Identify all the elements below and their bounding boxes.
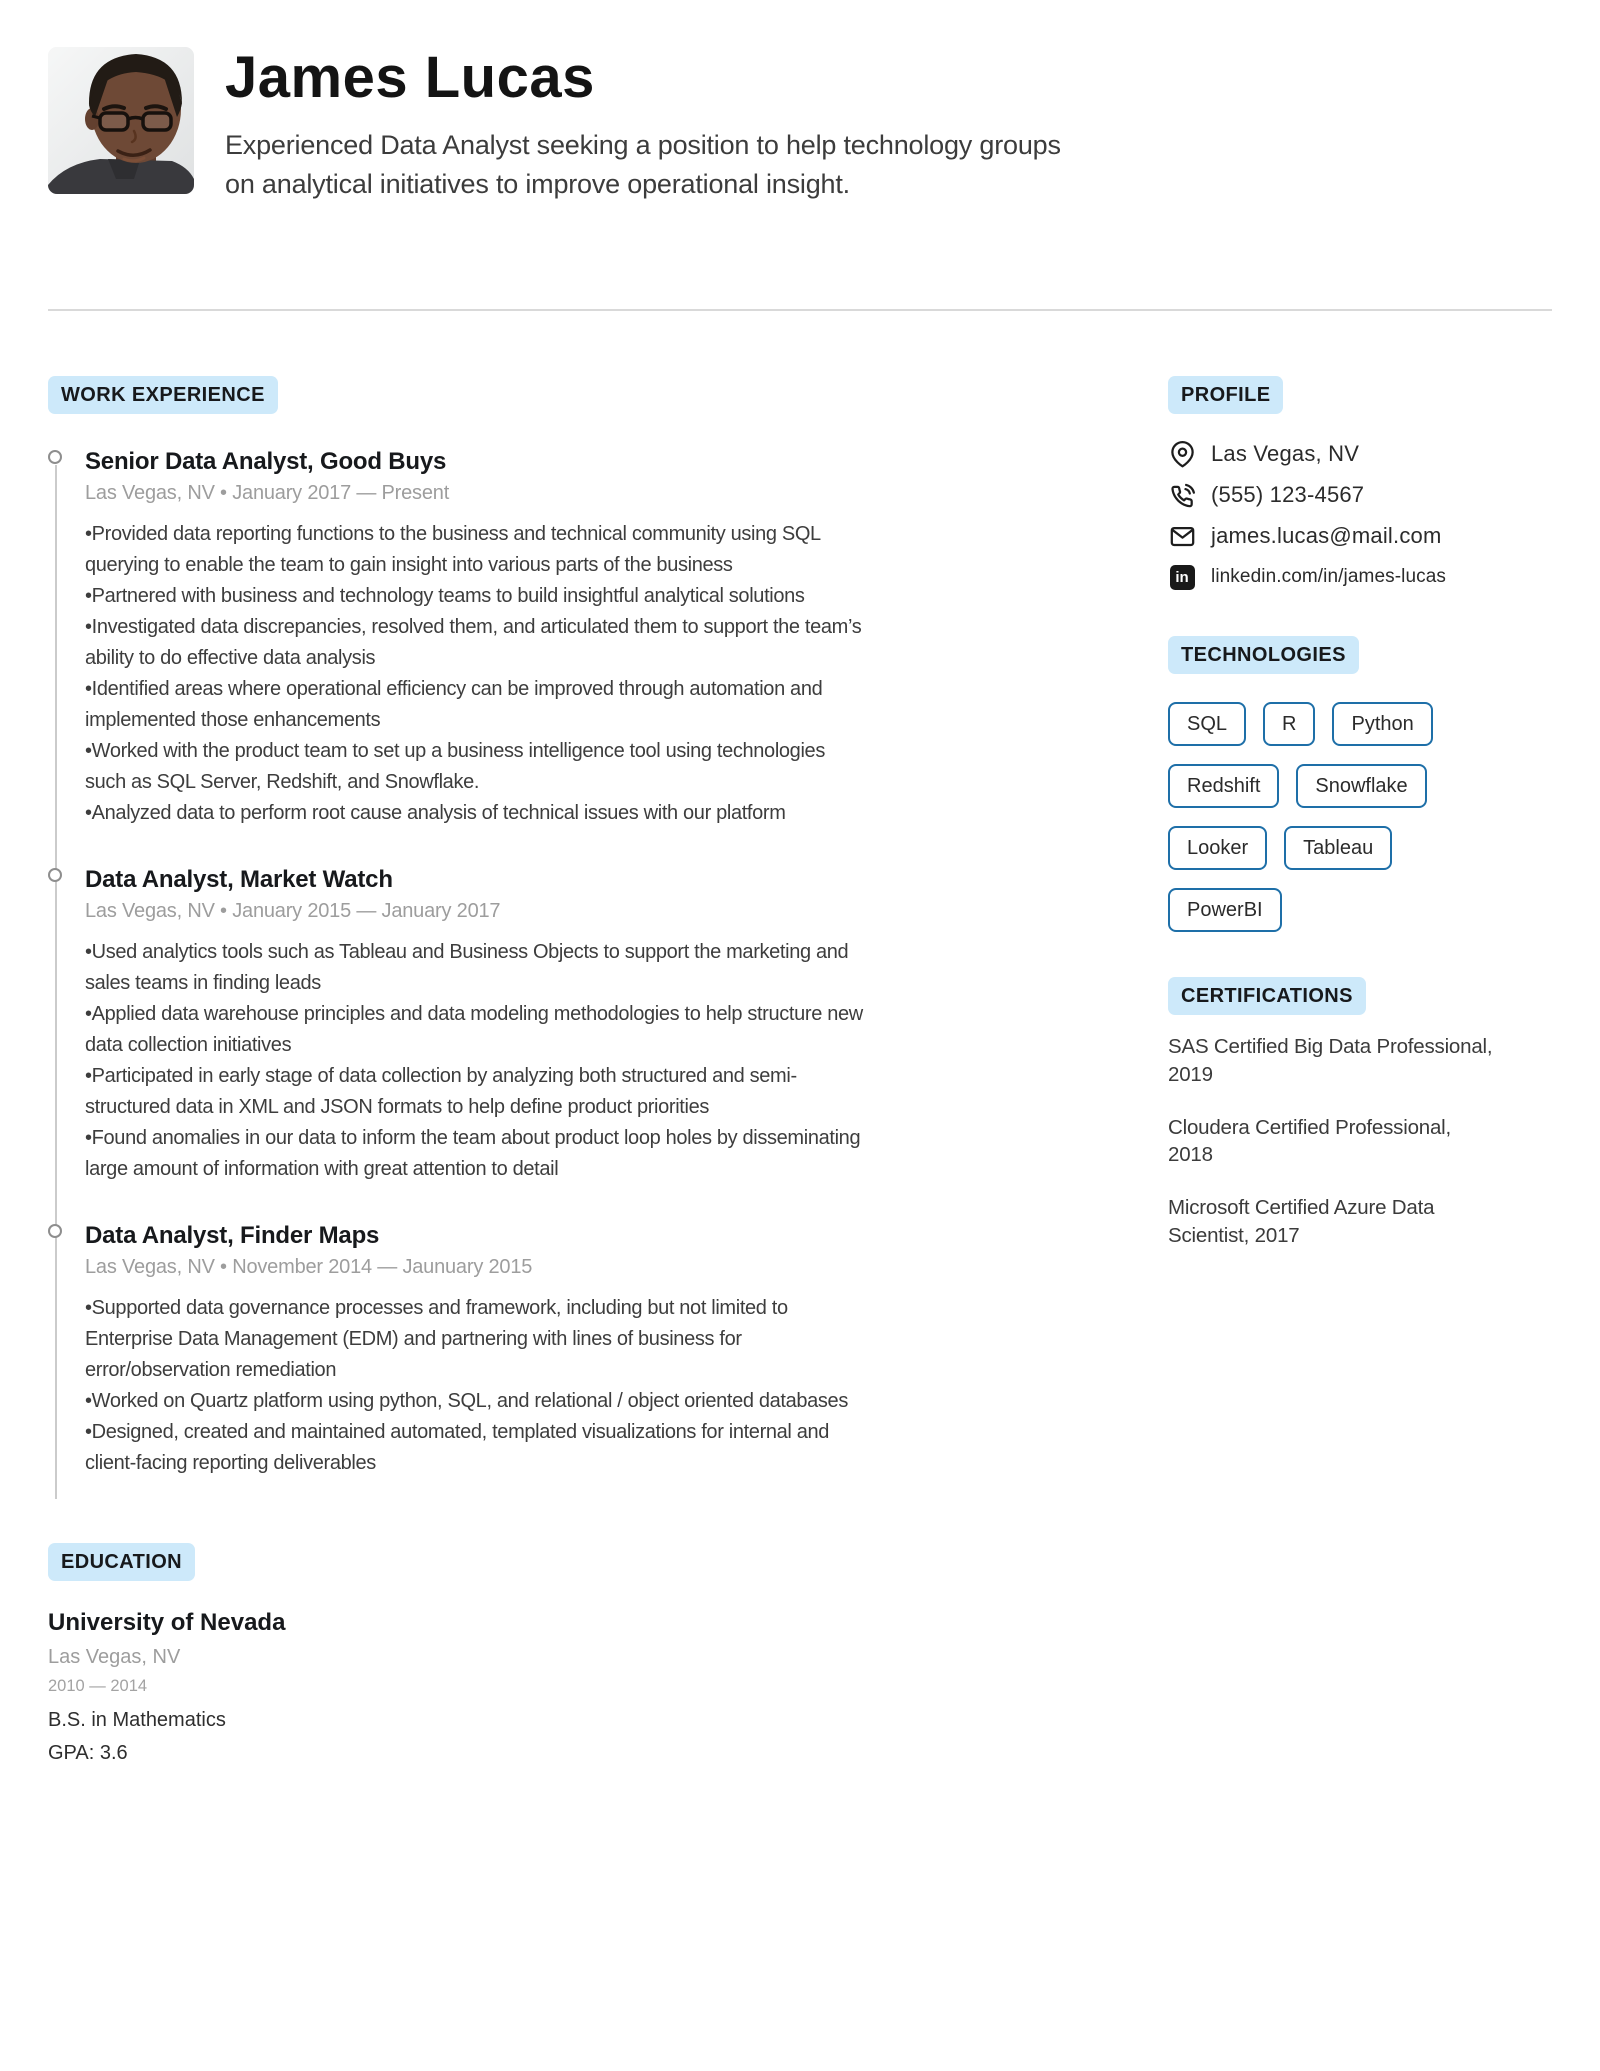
tech-tag-redshift: Redshift	[1168, 764, 1279, 808]
contact-row-email	[1168, 522, 1552, 550]
certification-item: SAS Certified Big Data Professional, 2019	[1168, 1035, 1493, 1086]
contact-row-location	[1168, 440, 1552, 468]
certification-item: Microsoft Certified Azure Data Scientist, 2017	[1168, 1196, 1435, 1247]
phone-icon	[1168, 482, 1196, 509]
sidebar-column	[1168, 376, 1552, 1765]
work-timeline	[48, 447, 868, 1499]
contact-row-phone	[1168, 481, 1552, 509]
gpa: GPA: 3.6	[48, 1742, 128, 1765]
school-dates: 2010 — 2014	[48, 1677, 148, 1696]
job-bullet: • Investigated data discrepancies, resolved them, and articulated them to support the team’s ability to do effective data analysis	[85, 612, 868, 674]
linkedin-icon: in	[1168, 565, 1196, 590]
job-bullet: • Applied data warehouse principles and data modeling methodologies to help structure new data collection initiatives	[85, 999, 868, 1061]
education-entry	[48, 1609, 868, 1765]
certification-item: Cloudera Certified Professional, 2018	[1168, 1115, 1452, 1167]
job-bullet-list	[85, 519, 868, 829]
job-bullet: • Found anomalies in our data to inform the team about product loop holes by disseminating large amount of information with great attention to detail	[85, 1123, 868, 1185]
job-meta: Las Vegas, NV • November 2014 — Jaunuary 2015	[85, 1256, 533, 1279]
job-entry-senior-data-analyst	[85, 447, 868, 829]
job-bullet: • Identified areas where operational efficiency can be improved through automation and implemented those enhancements	[85, 674, 868, 736]
section-heading-technologies: TECHNOLOGIES	[1168, 636, 1359, 674]
summary-text: Experienced Data Analyst seeking a position to help technology groups on analytical initiatives to improve operational insight.	[225, 129, 1061, 199]
tech-tag-python: Python	[1332, 702, 1432, 746]
timeline-marker	[48, 868, 62, 882]
tech-tag-tableau: Tableau	[1284, 826, 1392, 870]
job-bullet: • Provided data reporting functions to the business and technical community using SQL querying to enable the team to gain insight into various parts of the business	[85, 519, 868, 581]
job-bullet: • Used analytics tools such as Tableau and Business Objects to support the marketing and sales teams in finding leads	[85, 937, 868, 999]
job-bullet: • Partnered with business and technology teams to build insightful analytical solutions	[85, 581, 868, 612]
section-heading-education: EDUCATION	[48, 1543, 195, 1581]
contact-location: Las Vegas, NV	[1211, 441, 1360, 467]
job-bullet: • Supported data governance processes and framework, including but not limited to Enterprise Data Management (EDM) and partnering with lines of business for error/observation remediation	[85, 1293, 868, 1386]
job-bullet: • Worked on Quartz platform using python, SQL, and relational / object oriented databases	[85, 1386, 868, 1417]
contact-email-link[interactable]: james.lucas@mail.com	[1211, 523, 1442, 549]
email-icon	[1168, 523, 1196, 550]
job-bullet: • Designed, created and maintained automated, templated visualizations for internal and client-facing reporting deliverables	[85, 1417, 868, 1479]
job-entry-data-analyst-finder-maps	[85, 1221, 868, 1479]
content-columns	[48, 376, 1552, 1765]
job-meta: Las Vegas, NV • January 2017 — Present	[85, 482, 450, 505]
tech-tag-r: R	[1263, 702, 1315, 746]
contact-row-linkedin	[1168, 563, 1552, 591]
section-heading-profile: PROFILE	[1168, 376, 1283, 414]
tech-tag-powerbi: PowerBI	[1168, 888, 1282, 932]
timeline-marker	[48, 1224, 62, 1238]
job-bullet-list	[85, 1293, 868, 1479]
header-text	[225, 47, 1070, 203]
main-column	[48, 376, 868, 1765]
section-heading-work-experience: WORK EXPERIENCE	[48, 376, 278, 414]
job-title: Data Analyst, Finder Maps	[85, 1222, 380, 1250]
job-title: Data Analyst, Market Watch	[85, 866, 393, 894]
timeline-line	[55, 465, 57, 1499]
page-title: James Lucas	[225, 45, 595, 110]
tech-tag-snowflake: Snowflake	[1296, 764, 1426, 808]
job-bullet-list	[85, 937, 868, 1185]
job-bullet: • Analyzed data to perform root cause analysis of technical issues with our platform	[85, 798, 868, 829]
job-title: Senior Data Analyst, Good Buys	[85, 448, 447, 476]
job-bullet: • Participated in early stage of data collection by analyzing both structured and semi-structured data in XML and JSON formats to help define product priorities	[85, 1061, 868, 1123]
header	[48, 47, 1552, 203]
school-location: Las Vegas, NV	[48, 1646, 181, 1669]
section-heading-certifications: CERTIFICATIONS	[1168, 977, 1366, 1015]
contact-list	[1168, 440, 1552, 591]
location-pin-icon	[1168, 441, 1196, 468]
header-divider	[48, 309, 1552, 311]
job-meta: Las Vegas, NV • January 2015 — January 2017	[85, 900, 501, 923]
tech-tag-looker: Looker	[1168, 826, 1267, 870]
profile-photo-image	[48, 47, 194, 194]
timeline-marker	[48, 450, 62, 464]
contact-linkedin-link[interactable]: linkedin.com/in/james-lucas	[1211, 566, 1447, 588]
school-name: University of Nevada	[48, 1609, 286, 1637]
profile-photo	[48, 47, 194, 194]
technology-tags	[1168, 702, 1480, 932]
contact-phone: (555) 123-4567	[1211, 482, 1365, 508]
certification-list	[1168, 1033, 1552, 1249]
job-entry-data-analyst-market-watch	[85, 865, 868, 1185]
job-bullet: • Worked with the product team to set up a business intelligence tool using technologies such as SQL Server, Redshift, and Snowflake.	[85, 736, 868, 798]
degree: B.S. in Mathematics	[48, 1709, 226, 1732]
tech-tag-sql: SQL	[1168, 702, 1246, 746]
